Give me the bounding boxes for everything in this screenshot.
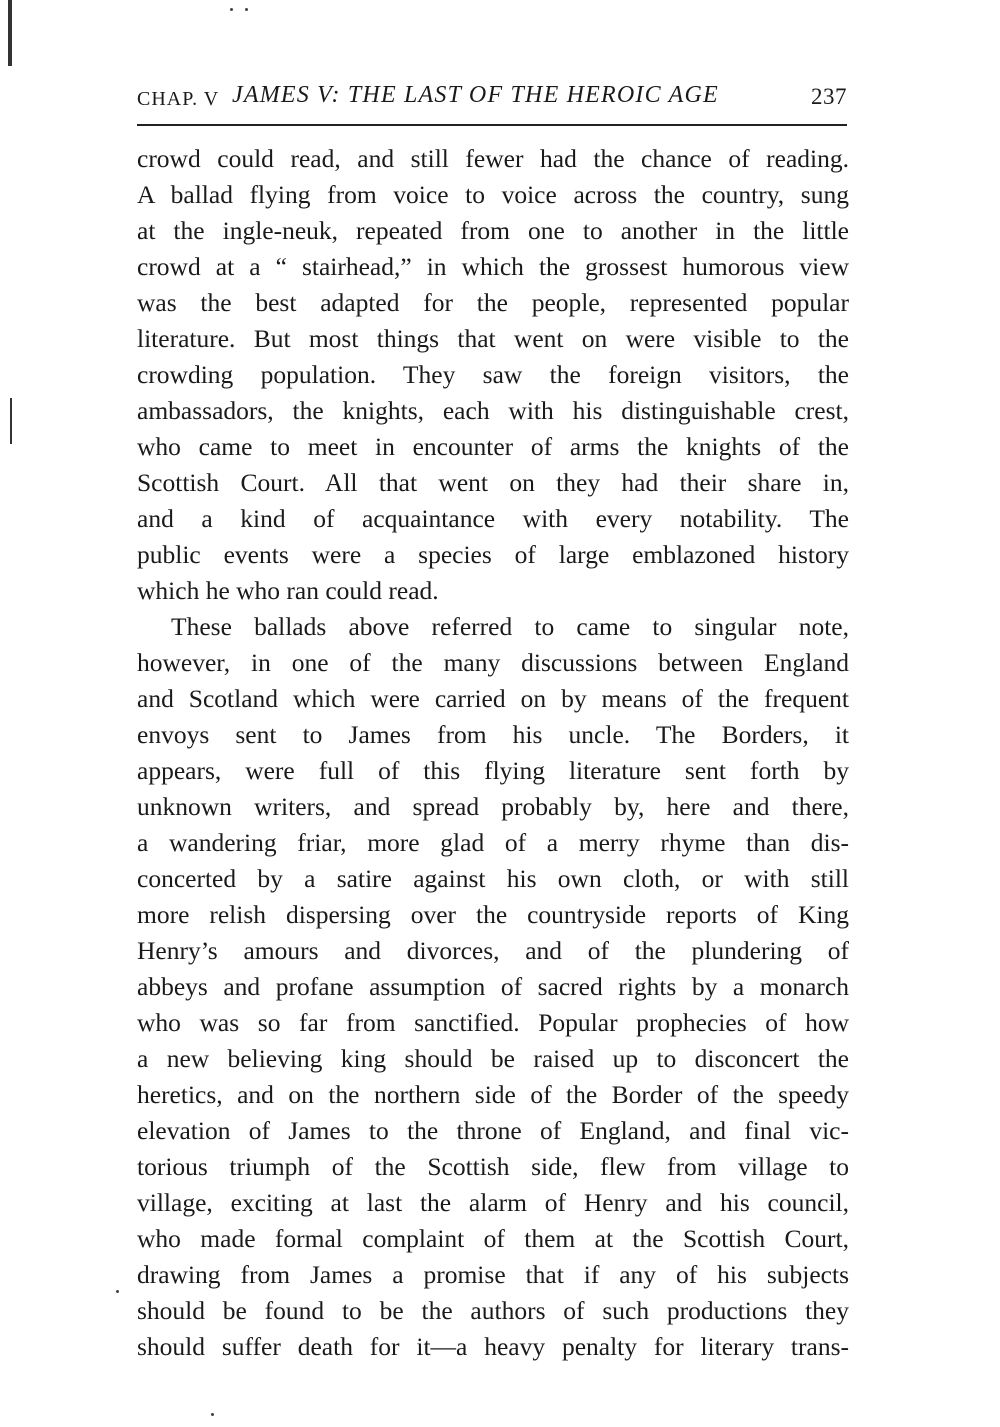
text-line: heretics, and on the northern side of the Border of the speedy bbox=[137, 1080, 849, 1109]
text-line: who made formal complaint of them at the Scottish Court, bbox=[137, 1224, 849, 1253]
running-title: JAMES V: THE LAST OF THE HEROIC AGE bbox=[232, 82, 719, 108]
text-line: which he who ran could read. bbox=[137, 576, 439, 605]
text-line: however, in one of the many discussions between England bbox=[137, 648, 849, 677]
speck bbox=[211, 1413, 214, 1416]
chapter-label: CHAP. V bbox=[137, 88, 220, 110]
text-line: should suffer death for it—a heavy penalty for literary trans- bbox=[137, 1332, 849, 1361]
text-line: should be found to be the authors of such productions they bbox=[137, 1296, 849, 1325]
text-line: Henry’s amours and divorces, and of the plundering of bbox=[137, 936, 849, 965]
text-line: ambassadors, the knights, each with his distinguishable crest, bbox=[137, 396, 849, 425]
text-line: A ballad flying from voice to voice across the country, sung bbox=[137, 180, 849, 209]
text-line: and a kind of acquaintance with every notability. The bbox=[137, 504, 849, 533]
margin-mark bbox=[10, 398, 12, 444]
text-line: a wandering friar, more glad of a merry rhyme than dis- bbox=[137, 828, 849, 857]
text-line: literature. But most things that went on were visible to the bbox=[137, 324, 849, 353]
text-line: torious triumph of the Scottish side, flew from village to bbox=[137, 1152, 849, 1181]
body-text bbox=[137, 141, 849, 1365]
text-line: a new believing king should be raised up to disconcert the bbox=[137, 1044, 849, 1073]
page-number: 237 bbox=[811, 84, 847, 109]
text-line: unknown writers, and spread probably by, here and there, bbox=[137, 792, 849, 821]
text-line: who was so far from sanctified. Popular prophecies of how bbox=[137, 1008, 849, 1037]
text-line: was the best adapted for the people, represented popular bbox=[137, 288, 849, 317]
speck bbox=[116, 1290, 119, 1293]
speck bbox=[230, 8, 233, 11]
text-line: who came to meet in encounter of arms the knights of the bbox=[137, 432, 849, 461]
binding-mark bbox=[8, 0, 12, 66]
text-line: drawing from James a promise that if any of his subjects bbox=[137, 1260, 849, 1289]
running-header bbox=[137, 78, 847, 118]
text-line: village, exciting at last the alarm of Henry and his council, bbox=[137, 1188, 849, 1217]
speck bbox=[245, 8, 248, 11]
text-line: and Scotland which were carried on by means of the frequent bbox=[137, 684, 849, 713]
paragraph-start: These ballads above referred to came to singular note, bbox=[171, 612, 849, 641]
text-line: Scottish Court. All that went on they had their share in, bbox=[137, 468, 849, 497]
text-line: at the ingle-neuk, repeated from one to another in the little bbox=[137, 216, 849, 245]
text-line: public events were a species of large emblazoned history bbox=[137, 540, 849, 569]
text-line: abbeys and profane assumption of sacred rights by a monarch bbox=[137, 972, 849, 1001]
text-line: envoys sent to James from his uncle. The Borders, it bbox=[137, 720, 849, 749]
text-line: elevation of James to the throne of England, and final vic- bbox=[137, 1116, 849, 1145]
text-line: more relish dispersing over the countryside reports of King bbox=[137, 900, 849, 929]
text-line: crowd at a “ stairhead,” in which the grossest humorous view bbox=[137, 252, 849, 281]
text-line: appears, were full of this flying literature sent forth by bbox=[137, 756, 849, 785]
text-line: crowding population. They saw the foreign visitors, the bbox=[137, 360, 849, 389]
text-line: crowd could read, and still fewer had the chance of reading. bbox=[137, 144, 849, 173]
header-rule bbox=[137, 124, 847, 126]
text-line: concerted by a satire against his own cloth, or with still bbox=[137, 864, 849, 893]
